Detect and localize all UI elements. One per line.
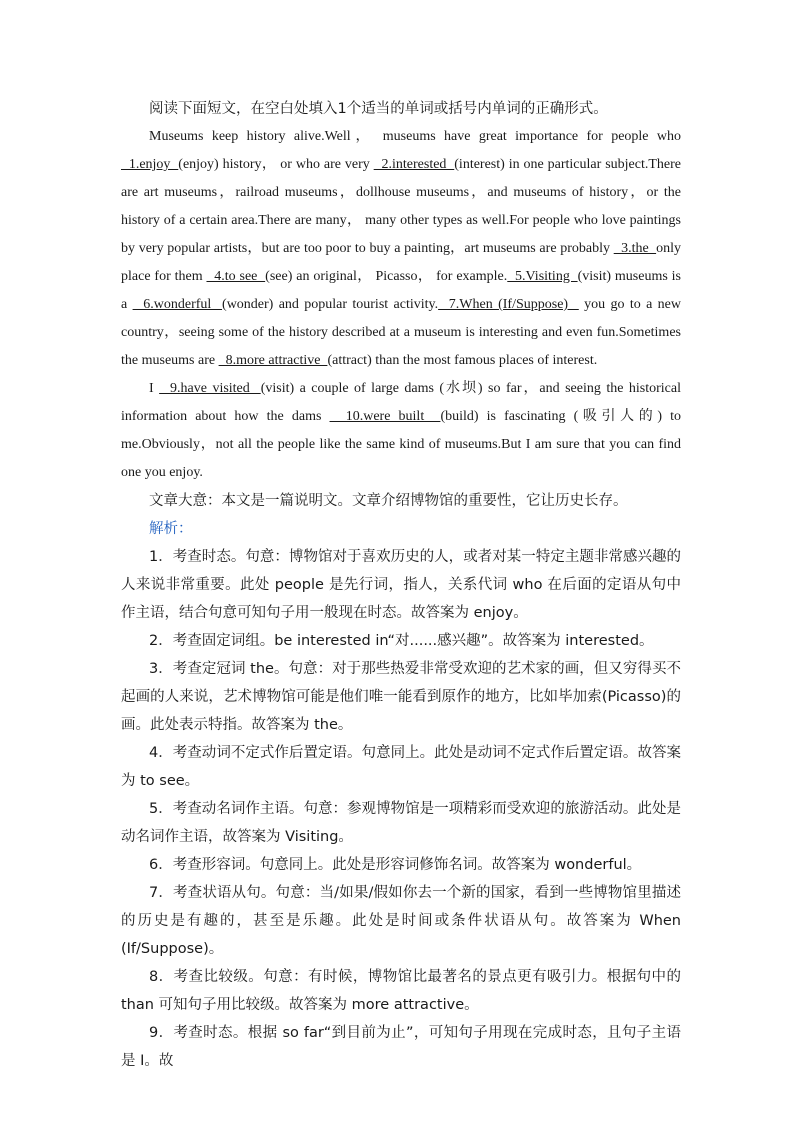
explanation-item: 7．考查状语从句。句意：当/如果/假如你去一个新的国家，看到一些博物馆里描述的历史是有趣的，甚至是乐趣。此处是时间或条件状语从句。故答案为 When (If/Suppose)。 (121, 885, 681, 957)
passage-text: (interest) in one particular subject.There are art museums，railroad museums，dollhouse museums，and museums of history，or the history of a certain area.There are many， many other types as well.For people who love paintings by very popular artists，but are too poor to buy a painting，art museums are probably (121, 157, 681, 256)
explanation-item: 6．考查形容词。句意同上。此处是形容词修饰名词。故答案为 wonderful。 (149, 857, 642, 873)
passage-text: only place for them (121, 241, 681, 284)
answer-9: 9.have visited (159, 381, 261, 396)
passage-paragraph-1 (121, 123, 681, 375)
summary: 文章大意：本文是一篇说明文。文章介绍博物馆的重要性，它让历史长存。 (149, 493, 628, 509)
passage-text: (build) is fascinating (吸引人的) to me.Obviously，not all the people like the same kind of museums.But I am sure that you can find one you enjoy. (121, 409, 681, 480)
explanation-item: 1．考查时态。句意：博物馆对于喜欢历史的人，或者对某一特定主题非常感兴趣的人来说非常重要。此处 people 是先行词，指人，关系代词 who 在后面的定语从句中作主语，结合句意可知句子用一般现在时态。故答案为 enjoy。 (121, 549, 681, 621)
passage-text: (visit) museums is a (121, 269, 682, 312)
answer-6: 6.wonderful (132, 297, 223, 312)
passage-text: (visit) a couple of large dams (水坝) so far，and seeing the historical information about how the dams (121, 381, 681, 424)
passage-text: you go to a new country，seeing some of the history described at a museum is interesting and even fun.Sometimes the museums are (121, 297, 681, 368)
answer-5: 5.Visiting (507, 269, 578, 284)
explanations-list (121, 543, 681, 1075)
answer-4: 4.to see (206, 269, 266, 284)
passage-paragraph-2 (121, 375, 681, 487)
answer-1: 1.enjoy (121, 157, 179, 172)
passage-text: (wonder) and popular tourist activity. (222, 297, 439, 312)
answer-10: 10.were built (329, 409, 441, 424)
explanation-item: 8．考查比较级。句意：有时候，博物馆比最著名的景点更有吸引力。根据句中的 than 可知句子用比较级。故答案为 more attractive。 (121, 969, 681, 1013)
answer-8: 8.more attractive (218, 353, 328, 368)
explanation-item: 2．考查固定词组。be interested in“对......感兴趣”。故答案为 interested。 (149, 633, 654, 649)
analysis-label: 解析： (149, 521, 193, 537)
answer-7: 7.When (If/Suppose) (438, 297, 579, 312)
answer-2: 2.interested (373, 157, 455, 172)
passage-text: (attract) than the most famous places of interest. (327, 353, 598, 368)
document-page (121, 95, 681, 1075)
explanation-item: 9．考查时态。根据 so far“到目前为止”，可知句子用现在完成时态，且句子主语是 I。故 (121, 1025, 681, 1069)
instruction: 阅读下面短文，在空白处填入1个适当的单词或括号内单词的正确形式。 (149, 101, 608, 117)
answer-3: 3.the (613, 241, 657, 256)
passage-text: I (149, 381, 160, 396)
explanation-item: 4．考查动词不定式作后置定语。句意同上。此处是动词不定式作后置定语。故答案为 to see。 (121, 745, 681, 789)
explanation-item: 3．考查定冠词 the。句意：对于那些热爱非常受欢迎的艺术家的画，但又穷得买不起画的人来说，艺术博物馆可能是他们唯一能看到原作的地方，比如毕加索(Picasso)的画。此处表示特指。故答案为 the。 (121, 661, 681, 733)
passage-text: (see) an original， Picasso， for example. (265, 269, 508, 284)
passage-text: Museums keep history alive.Well， museums have great importance for people who (149, 129, 681, 144)
explanation-item: 5．考查动名词作主语。句意：参观博物馆是一项精彩而受欢迎的旅游活动。此处是动名词作主语，故答案为 Visiting。 (121, 801, 681, 845)
passage-text: (enjoy) history， or who are very (178, 157, 374, 172)
